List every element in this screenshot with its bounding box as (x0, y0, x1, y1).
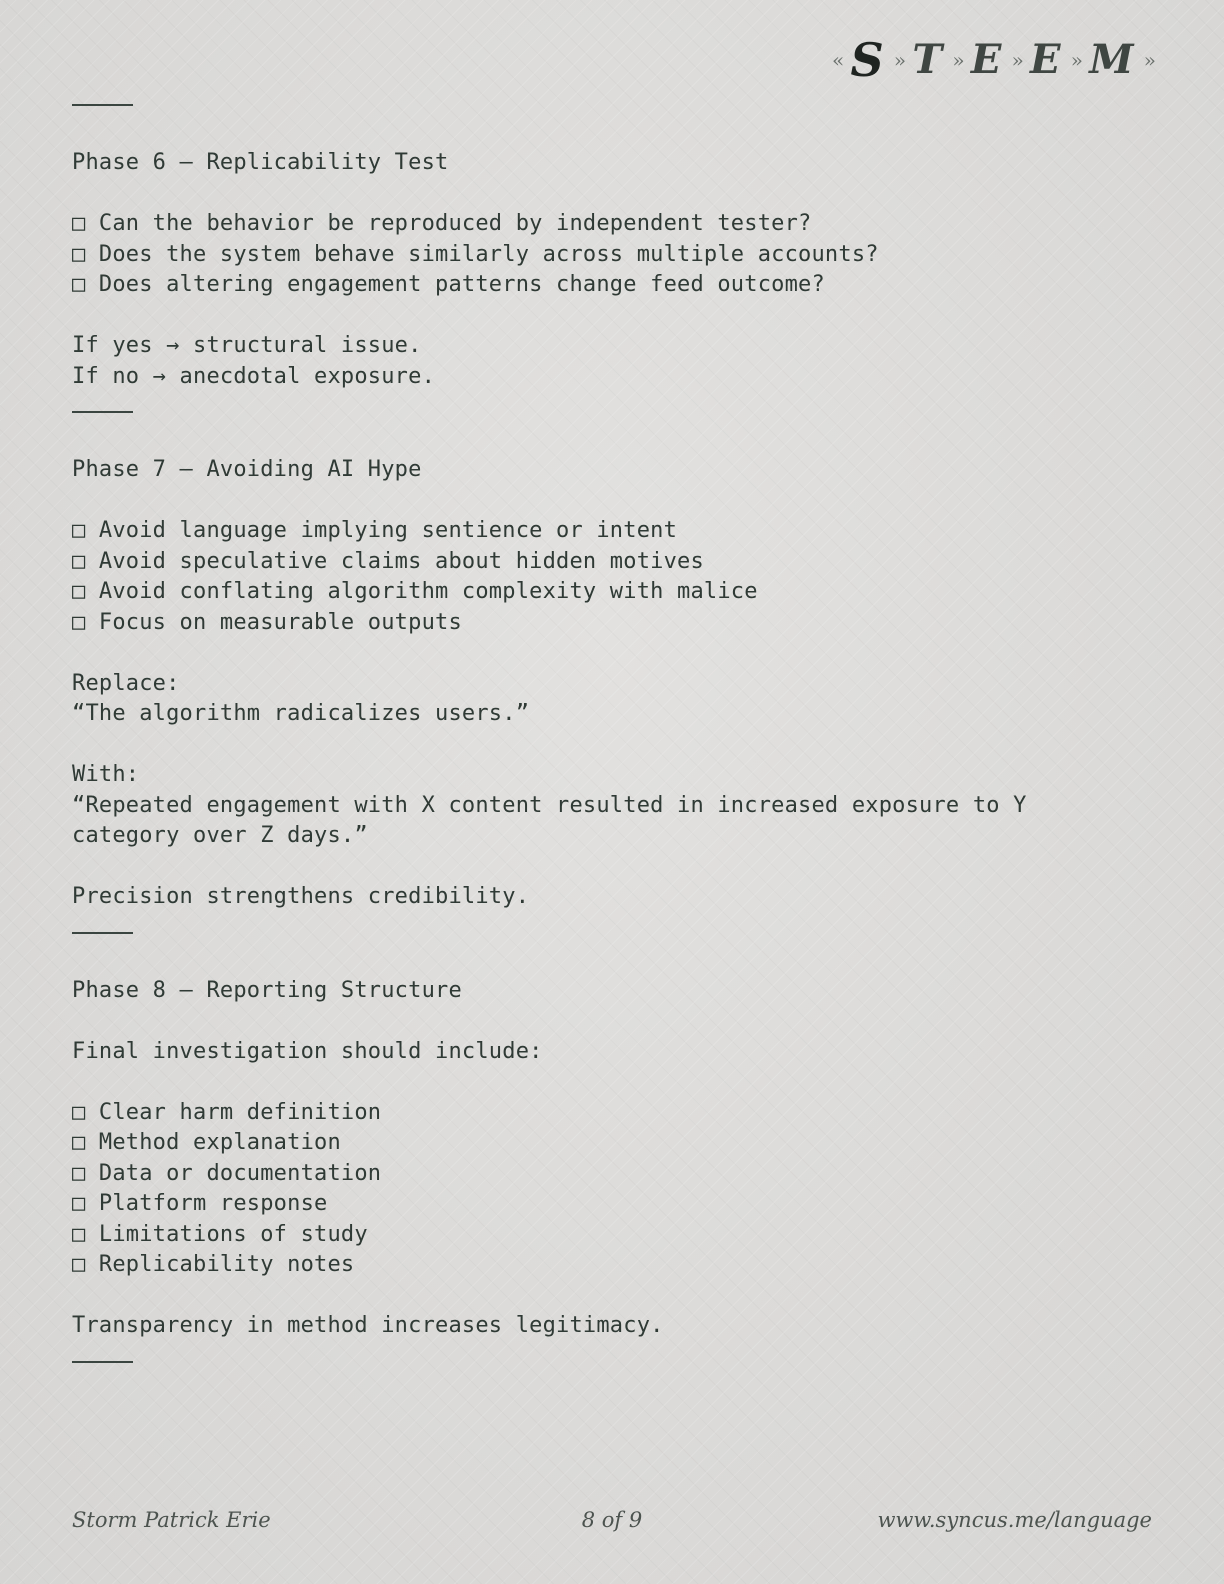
checklist-item: □ Does the system behave similarly across multiple accounts? (72, 241, 879, 267)
steem-logo (832, 30, 1152, 90)
page-footer (72, 1508, 1152, 1538)
section-divider (72, 104, 133, 106)
footer-author: Storm Patrick Erie (72, 1508, 271, 1532)
checklist-item: □ Avoid speculative claims about hidden motives (72, 548, 704, 574)
phase8-intro: Final investigation should include: (72, 1038, 543, 1064)
document-body (72, 85, 1152, 1405)
checklist-item: □ Focus on measurable outputs (72, 609, 462, 635)
logo-letter: M (1089, 36, 1134, 83)
phase7-conclusion: Precision strengthens credibility. (72, 884, 530, 909)
footer-page-number: 8 of 9 (581, 1508, 643, 1532)
section-divider (72, 932, 133, 934)
replace-text: “The algorithm radicalizes users.” (72, 701, 530, 726)
with-label: With: (72, 762, 140, 787)
outcome-line: If no → anecdotal exposure. (72, 363, 436, 389)
footer-url[interactable]: www.syncus.me/language (877, 1508, 1152, 1532)
replace-label: Replace: (72, 670, 180, 696)
arrow-left-icon: « (832, 48, 841, 72)
with-text: “Repeated engagement with X content resulted in increased exposure to Y (72, 792, 1027, 818)
section-divider (72, 1361, 133, 1363)
outcome-line: If yes → structural issue. (72, 333, 422, 358)
logo-letter: T (912, 36, 943, 83)
checklist-item: □ Clear harm definition (72, 1099, 382, 1125)
phase6-title: Phase 6 — Replicability Test (72, 150, 449, 175)
phase7-title: Phase 7 — Avoiding AI Hype (72, 457, 422, 482)
checklist-item: □ Limitations of study (72, 1221, 368, 1247)
checklist-item: □ Replicability notes (72, 1252, 355, 1277)
section-divider (72, 411, 133, 413)
checklist-item: □ Avoid language implying sentience or intent (72, 518, 678, 543)
logo-letter: E (1030, 36, 1061, 83)
checklist-item: □ Platform response (72, 1191, 328, 1216)
checklist-item: □ Method explanation (72, 1130, 341, 1155)
with-text: category over Z days.” (72, 823, 368, 848)
checklist-item: □ Data or documentation (72, 1160, 382, 1186)
arrow-connector-icon: » (1070, 48, 1079, 72)
arrow-connector-icon: » (893, 48, 903, 72)
arrow-right-icon: » (1143, 48, 1152, 72)
phase8-title: Phase 8 — Reporting Structure (72, 977, 462, 1003)
logo-letter: S (850, 33, 884, 87)
phase8-conclusion: Transparency in method increases legitimacy. (72, 1313, 664, 1338)
checklist-item: □ Can the behavior be reproduced by independent tester? (72, 211, 812, 236)
checklist-item: □ Does altering engagement patterns change feed outcome? (72, 272, 825, 297)
arrow-connector-icon: » (1011, 48, 1020, 72)
arrow-connector-icon: » (952, 48, 961, 72)
checklist-item: □ Avoid conflating algorithm complexity with malice (72, 579, 758, 604)
logo-letter: E (970, 36, 1002, 83)
